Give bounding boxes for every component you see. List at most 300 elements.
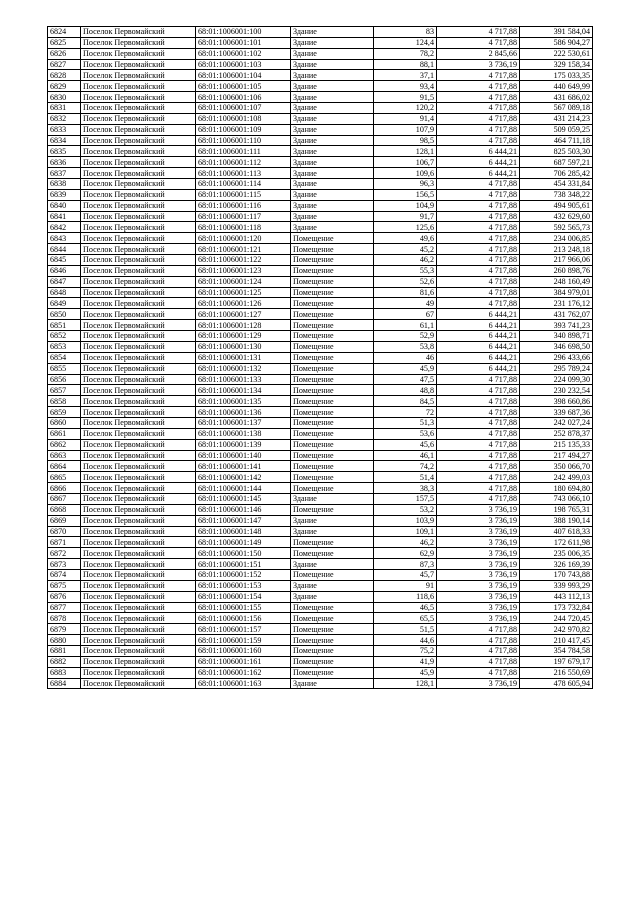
area-cell: 45,2 <box>374 244 437 255</box>
table-row <box>48 428 593 439</box>
cadastral-number-cell: 68:01:1006001:110 <box>196 135 291 146</box>
cadastral-number-cell: 68:01:1006001:160 <box>196 645 291 656</box>
row-number-cell: 6867 <box>48 493 81 504</box>
cadastral-number-cell: 68:01:1006001:163 <box>196 678 291 689</box>
object-type-cell: Здание <box>291 678 374 689</box>
area-cell: 48,8 <box>374 385 437 396</box>
table-row <box>48 613 593 624</box>
price-per-unit-cell: 4 717,88 <box>437 244 520 255</box>
area-cell: 46 <box>374 352 437 363</box>
table-row <box>48 548 593 559</box>
row-number-cell: 6860 <box>48 417 81 428</box>
area-cell: 38,3 <box>374 483 437 494</box>
cadastral-number-cell: 68:01:1006001:121 <box>196 244 291 255</box>
area-cell: 107,9 <box>374 124 437 135</box>
cadastral-value-cell: 198 765,31 <box>520 504 593 515</box>
cadastral-value-cell: 234 006,85 <box>520 233 593 244</box>
cadastral-number-cell: 68:01:1006001:104 <box>196 70 291 81</box>
price-per-unit-cell: 4 717,88 <box>437 472 520 483</box>
table-row <box>48 200 593 211</box>
settlement-cell: Поселок Первомайский <box>81 515 196 526</box>
table-row <box>48 168 593 179</box>
row-number-cell: 6854 <box>48 352 81 363</box>
cadastral-value-cell: 743 066,10 <box>520 493 593 504</box>
price-per-unit-cell: 4 717,88 <box>437 493 520 504</box>
price-per-unit-cell: 4 717,88 <box>437 645 520 656</box>
cadastral-number-cell: 68:01:1006001:133 <box>196 374 291 385</box>
settlement-cell: Поселок Первомайский <box>81 265 196 276</box>
settlement-cell: Поселок Первомайский <box>81 385 196 396</box>
settlement-cell: Поселок Первомайский <box>81 483 196 494</box>
price-per-unit-cell: 4 717,88 <box>437 461 520 472</box>
settlement-cell: Поселок Первомайский <box>81 331 196 342</box>
table-row <box>48 407 593 418</box>
object-type-cell: Помещение <box>291 635 374 646</box>
cadastral-number-cell: 68:01:1006001:129 <box>196 331 291 342</box>
cadastral-number-cell: 68:01:1006001:122 <box>196 255 291 266</box>
table-row <box>48 493 593 504</box>
table-row <box>48 124 593 135</box>
price-per-unit-cell: 3 736,19 <box>437 580 520 591</box>
row-number-cell: 6845 <box>48 255 81 266</box>
table-row <box>48 255 593 266</box>
object-type-cell: Здание <box>291 146 374 157</box>
cadastral-value-cell: 173 732,84 <box>520 602 593 613</box>
price-per-unit-cell: 3 736,19 <box>437 559 520 570</box>
cadastral-value-cell: 197 679,17 <box>520 656 593 667</box>
table-row <box>48 287 593 298</box>
row-number-cell: 6827 <box>48 59 81 70</box>
price-per-unit-cell: 4 717,88 <box>437 222 520 233</box>
price-per-unit-cell: 4 717,88 <box>437 233 520 244</box>
table-row <box>48 103 593 114</box>
object-type-cell: Помещение <box>291 472 374 483</box>
row-number-cell: 6840 <box>48 200 81 211</box>
object-type-cell: Здание <box>291 59 374 70</box>
cadastral-value-cell: 464 711,18 <box>520 135 593 146</box>
object-type-cell: Здание <box>291 580 374 591</box>
table-row <box>48 417 593 428</box>
row-number-cell: 6884 <box>48 678 81 689</box>
cadastral-value-cell: 384 979,01 <box>520 287 593 298</box>
cadastral-number-cell: 68:01:1006001:162 <box>196 667 291 678</box>
price-per-unit-cell: 4 717,88 <box>437 103 520 114</box>
object-type-cell: Помещение <box>291 265 374 276</box>
table-row <box>48 341 593 352</box>
cadastral-value-cell: 235 006,35 <box>520 548 593 559</box>
settlement-cell: Поселок Первомайский <box>81 168 196 179</box>
price-per-unit-cell: 6 444,21 <box>437 309 520 320</box>
cadastral-value-cell: 326 169,39 <box>520 559 593 570</box>
object-type-cell: Помещение <box>291 483 374 494</box>
settlement-cell: Поселок Первомайский <box>81 287 196 298</box>
table-row <box>48 461 593 472</box>
price-per-unit-cell: 4 717,88 <box>437 276 520 287</box>
price-per-unit-cell: 4 717,88 <box>437 211 520 222</box>
price-per-unit-cell: 4 717,88 <box>437 113 520 124</box>
object-type-cell: Здание <box>291 37 374 48</box>
row-number-cell: 6879 <box>48 624 81 635</box>
row-number-cell: 6870 <box>48 526 81 537</box>
cadastral-number-cell: 68:01:1006001:118 <box>196 222 291 233</box>
table-row <box>48 602 593 613</box>
price-per-unit-cell: 4 717,88 <box>437 287 520 298</box>
area-cell: 96,3 <box>374 179 437 190</box>
area-cell: 81,6 <box>374 287 437 298</box>
row-number-cell: 6839 <box>48 189 81 200</box>
cadastral-value-cell: 432 629,60 <box>520 211 593 222</box>
area-cell: 45,7 <box>374 569 437 580</box>
area-cell: 74,2 <box>374 461 437 472</box>
settlement-cell: Поселок Первомайский <box>81 255 196 266</box>
price-per-unit-cell: 4 717,88 <box>437 450 520 461</box>
table-row <box>48 48 593 59</box>
object-type-cell: Помещение <box>291 341 374 352</box>
settlement-cell: Поселок Первомайский <box>81 439 196 450</box>
settlement-cell: Поселок Первомайский <box>81 569 196 580</box>
area-cell: 61,1 <box>374 320 437 331</box>
row-number-cell: 6836 <box>48 157 81 168</box>
cadastral-value-cell: 339 687,36 <box>520 407 593 418</box>
table-row <box>48 352 593 363</box>
price-per-unit-cell: 4 717,88 <box>437 189 520 200</box>
area-cell: 103,9 <box>374 515 437 526</box>
settlement-cell: Поселок Первомайский <box>81 113 196 124</box>
settlement-cell: Поселок Первомайский <box>81 613 196 624</box>
object-type-cell: Здание <box>291 113 374 124</box>
price-per-unit-cell: 6 444,21 <box>437 352 520 363</box>
price-per-unit-cell: 4 717,88 <box>437 81 520 92</box>
settlement-cell: Поселок Первомайский <box>81 363 196 374</box>
cadastral-number-cell: 68:01:1006001:155 <box>196 602 291 613</box>
row-number-cell: 6863 <box>48 450 81 461</box>
row-number-cell: 6869 <box>48 515 81 526</box>
cadastral-number-cell: 68:01:1006001:139 <box>196 439 291 450</box>
settlement-cell: Поселок Первомайский <box>81 70 196 81</box>
object-type-cell: Здание <box>291 48 374 59</box>
cadastral-number-cell: 68:01:1006001:141 <box>196 461 291 472</box>
cadastral-value-cell: 217 966,06 <box>520 255 593 266</box>
object-type-cell: Помещение <box>291 667 374 678</box>
object-type-cell: Помещение <box>291 439 374 450</box>
price-per-unit-cell: 6 444,21 <box>437 341 520 352</box>
cadastral-number-cell: 68:01:1006001:152 <box>196 569 291 580</box>
cadastral-value-cell: 329 158,34 <box>520 59 593 70</box>
object-type-cell: Помещение <box>291 504 374 515</box>
area-cell: 118,6 <box>374 591 437 602</box>
area-cell: 51,3 <box>374 417 437 428</box>
row-number-cell: 6871 <box>48 537 81 548</box>
area-cell: 128,1 <box>374 146 437 157</box>
cadastral-number-cell: 68:01:1006001:153 <box>196 580 291 591</box>
table-row <box>48 569 593 580</box>
table-row <box>48 385 593 396</box>
row-number-cell: 6843 <box>48 233 81 244</box>
table-row <box>48 667 593 678</box>
price-per-unit-cell: 4 717,88 <box>437 27 520 38</box>
row-number-cell: 6873 <box>48 559 81 570</box>
cadastral-number-cell: 68:01:1006001:103 <box>196 59 291 70</box>
cadastral-number-cell: 68:01:1006001:102 <box>196 48 291 59</box>
settlement-cell: Поселок Первомайский <box>81 667 196 678</box>
settlement-cell: Поселок Первомайский <box>81 200 196 211</box>
cadastral-value-table <box>47 26 593 689</box>
object-type-cell: Помещение <box>291 298 374 309</box>
cadastral-value-cell: 172 611,98 <box>520 537 593 548</box>
price-per-unit-cell: 3 736,19 <box>437 602 520 613</box>
cadastral-value-cell: 431 214,23 <box>520 113 593 124</box>
object-type-cell: Помещение <box>291 537 374 548</box>
cadastral-number-cell: 68:01:1006001:130 <box>196 341 291 352</box>
object-type-cell: Помещение <box>291 363 374 374</box>
row-number-cell: 6876 <box>48 591 81 602</box>
cadastral-value-cell: 825 503,30 <box>520 146 593 157</box>
area-cell: 91 <box>374 580 437 591</box>
row-number-cell: 6851 <box>48 320 81 331</box>
row-number-cell: 6882 <box>48 656 81 667</box>
object-type-cell: Здание <box>291 81 374 92</box>
object-type-cell: Здание <box>291 591 374 602</box>
area-cell: 53,8 <box>374 341 437 352</box>
table-row <box>48 146 593 157</box>
area-cell: 125,6 <box>374 222 437 233</box>
row-number-cell: 6835 <box>48 146 81 157</box>
price-per-unit-cell: 4 717,88 <box>437 374 520 385</box>
cadastral-value-cell: 213 248,18 <box>520 244 593 255</box>
row-number-cell: 6828 <box>48 70 81 81</box>
cadastral-number-cell: 68:01:1006001:140 <box>196 450 291 461</box>
table-row <box>48 244 593 255</box>
cadastral-value-cell: 478 605,94 <box>520 678 593 689</box>
cadastral-number-cell: 68:01:1006001:127 <box>196 309 291 320</box>
price-per-unit-cell: 2 845,66 <box>437 48 520 59</box>
table-row <box>48 189 593 200</box>
cadastral-value-cell: 440 649,99 <box>520 81 593 92</box>
object-type-cell: Помещение <box>291 645 374 656</box>
object-type-cell: Помещение <box>291 255 374 266</box>
price-per-unit-cell: 3 736,19 <box>437 515 520 526</box>
price-per-unit-cell: 4 717,88 <box>437 667 520 678</box>
cadastral-value-cell: 295 789,24 <box>520 363 593 374</box>
row-number-cell: 6842 <box>48 222 81 233</box>
area-cell: 157,5 <box>374 493 437 504</box>
settlement-cell: Поселок Первомайский <box>81 428 196 439</box>
settlement-cell: Поселок Первомайский <box>81 189 196 200</box>
cadastral-number-cell: 68:01:1006001:146 <box>196 504 291 515</box>
table-row <box>48 92 593 103</box>
area-cell: 37,1 <box>374 70 437 81</box>
object-type-cell: Помещение <box>291 287 374 298</box>
row-number-cell: 6874 <box>48 569 81 580</box>
table-row <box>48 624 593 635</box>
settlement-cell: Поселок Первомайский <box>81 624 196 635</box>
cadastral-value-cell: 215 135,33 <box>520 439 593 450</box>
cadastral-value-cell: 242 499,03 <box>520 472 593 483</box>
cadastral-value-cell: 391 584,04 <box>520 27 593 38</box>
object-type-cell: Здание <box>291 135 374 146</box>
row-number-cell: 6849 <box>48 298 81 309</box>
settlement-cell: Поселок Первомайский <box>81 374 196 385</box>
object-type-cell: Здание <box>291 222 374 233</box>
table-row <box>48 276 593 287</box>
area-cell: 109,1 <box>374 526 437 537</box>
object-type-cell: Здание <box>291 559 374 570</box>
settlement-cell: Поселок Первомайский <box>81 92 196 103</box>
table-row <box>48 580 593 591</box>
price-per-unit-cell: 3 736,19 <box>437 548 520 559</box>
cadastral-value-cell: 431 762,07 <box>520 309 593 320</box>
settlement-cell: Поселок Первомайский <box>81 559 196 570</box>
settlement-cell: Поселок Первомайский <box>81 59 196 70</box>
settlement-cell: Поселок Первомайский <box>81 472 196 483</box>
table-row <box>48 331 593 342</box>
settlement-cell: Поселок Первомайский <box>81 27 196 38</box>
table-row <box>48 439 593 450</box>
area-cell: 128,1 <box>374 678 437 689</box>
area-cell: 62,9 <box>374 548 437 559</box>
settlement-cell: Поселок Первомайский <box>81 103 196 114</box>
price-per-unit-cell: 4 717,88 <box>437 255 520 266</box>
table-row <box>48 472 593 483</box>
row-number-cell: 6853 <box>48 341 81 352</box>
price-per-unit-cell: 4 717,88 <box>437 635 520 646</box>
area-cell: 53,6 <box>374 428 437 439</box>
table-row <box>48 37 593 48</box>
object-type-cell: Помещение <box>291 396 374 407</box>
row-number-cell: 6841 <box>48 211 81 222</box>
cadastral-value-cell: 738 348,22 <box>520 189 593 200</box>
table-row <box>48 591 593 602</box>
settlement-cell: Поселок Первомайский <box>81 645 196 656</box>
settlement-cell: Поселок Первомайский <box>81 407 196 418</box>
area-cell: 93,4 <box>374 81 437 92</box>
cadastral-value-cell: 586 904,27 <box>520 37 593 48</box>
cadastral-number-cell: 68:01:1006001:135 <box>196 396 291 407</box>
settlement-cell: Поселок Первомайский <box>81 504 196 515</box>
object-type-cell: Помещение <box>291 569 374 580</box>
row-number-cell: 6829 <box>48 81 81 92</box>
table-row <box>48 374 593 385</box>
row-number-cell: 6862 <box>48 439 81 450</box>
table-row <box>48 222 593 233</box>
settlement-cell: Поселок Первомайский <box>81 493 196 504</box>
area-cell: 67 <box>374 309 437 320</box>
table-row <box>48 233 593 244</box>
table-row <box>48 450 593 461</box>
cadastral-number-cell: 68:01:1006001:161 <box>196 656 291 667</box>
object-type-cell: Помещение <box>291 428 374 439</box>
object-type-cell: Помещение <box>291 244 374 255</box>
cadastral-value-cell: 354 784,58 <box>520 645 593 656</box>
settlement-cell: Поселок Первомайский <box>81 548 196 559</box>
cadastral-value-cell: 350 066,70 <box>520 461 593 472</box>
cadastral-number-cell: 68:01:1006001:150 <box>196 548 291 559</box>
area-cell: 83 <box>374 27 437 38</box>
settlement-cell: Поселок Первомайский <box>81 417 196 428</box>
price-per-unit-cell: 4 717,88 <box>437 135 520 146</box>
row-number-cell: 6859 <box>48 407 81 418</box>
cadastral-number-cell: 68:01:1006001:111 <box>196 146 291 157</box>
row-number-cell: 6866 <box>48 483 81 494</box>
cadastral-number-cell: 68:01:1006001:144 <box>196 483 291 494</box>
row-number-cell: 6846 <box>48 265 81 276</box>
settlement-cell: Поселок Первомайский <box>81 135 196 146</box>
area-cell: 53,2 <box>374 504 437 515</box>
price-per-unit-cell: 4 717,88 <box>437 124 520 135</box>
settlement-cell: Поселок Первомайский <box>81 320 196 331</box>
cadastral-number-cell: 68:01:1006001:100 <box>196 27 291 38</box>
cadastral-number-cell: 68:01:1006001:151 <box>196 559 291 570</box>
price-per-unit-cell: 4 717,88 <box>437 417 520 428</box>
cadastral-value-cell: 567 089,18 <box>520 103 593 114</box>
area-cell: 78,2 <box>374 48 437 59</box>
area-cell: 52,6 <box>374 276 437 287</box>
row-number-cell: 6838 <box>48 179 81 190</box>
cadastral-number-cell: 68:01:1006001:159 <box>196 635 291 646</box>
row-number-cell: 6877 <box>48 602 81 613</box>
table-row <box>48 27 593 38</box>
price-per-unit-cell: 4 717,88 <box>437 439 520 450</box>
row-number-cell: 6852 <box>48 331 81 342</box>
price-per-unit-cell: 4 717,88 <box>437 428 520 439</box>
cadastral-value-cell: 216 550,69 <box>520 667 593 678</box>
cadastral-number-cell: 68:01:1006001:137 <box>196 417 291 428</box>
row-number-cell: 6834 <box>48 135 81 146</box>
object-type-cell: Помещение <box>291 385 374 396</box>
cadastral-number-cell: 68:01:1006001:154 <box>196 591 291 602</box>
price-per-unit-cell: 4 717,88 <box>437 407 520 418</box>
table-row <box>48 515 593 526</box>
area-cell: 124,4 <box>374 37 437 48</box>
object-type-cell: Здание <box>291 526 374 537</box>
area-cell: 49 <box>374 298 437 309</box>
object-type-cell: Здание <box>291 157 374 168</box>
object-type-cell: Здание <box>291 189 374 200</box>
cadastral-number-cell: 68:01:1006001:105 <box>196 81 291 92</box>
row-number-cell: 6883 <box>48 667 81 678</box>
cadastral-value-cell: 244 720,45 <box>520 613 593 624</box>
settlement-cell: Поселок Первомайский <box>81 157 196 168</box>
price-per-unit-cell: 4 717,88 <box>437 396 520 407</box>
cadastral-value-cell: 431 686,02 <box>520 92 593 103</box>
cadastral-number-cell: 68:01:1006001:131 <box>196 352 291 363</box>
cadastral-number-cell: 68:01:1006001:124 <box>196 276 291 287</box>
settlement-cell: Поселок Первомайский <box>81 211 196 222</box>
cadastral-value-cell: 224 099,30 <box>520 374 593 385</box>
area-cell: 52,9 <box>374 331 437 342</box>
cadastral-value-cell: 509 059,25 <box>520 124 593 135</box>
object-type-cell: Помещение <box>291 320 374 331</box>
cadastral-number-cell: 68:01:1006001:109 <box>196 124 291 135</box>
table-row <box>48 59 593 70</box>
cadastral-value-cell: 210 417,45 <box>520 635 593 646</box>
cadastral-value-cell: 706 285,42 <box>520 168 593 179</box>
area-cell: 49,6 <box>374 233 437 244</box>
cadastral-number-cell: 68:01:1006001:123 <box>196 265 291 276</box>
row-number-cell: 6830 <box>48 92 81 103</box>
table-row <box>48 320 593 331</box>
price-per-unit-cell: 3 736,19 <box>437 569 520 580</box>
object-type-cell: Помещение <box>291 276 374 287</box>
cadastral-value-cell: 454 331,84 <box>520 179 593 190</box>
object-type-cell: Помещение <box>291 309 374 320</box>
price-per-unit-cell: 4 717,88 <box>437 624 520 635</box>
cadastral-value-cell: 494 905,61 <box>520 200 593 211</box>
row-number-cell: 6855 <box>48 363 81 374</box>
row-number-cell: 6872 <box>48 548 81 559</box>
area-cell: 91,7 <box>374 211 437 222</box>
settlement-cell: Поселок Первомайский <box>81 635 196 646</box>
